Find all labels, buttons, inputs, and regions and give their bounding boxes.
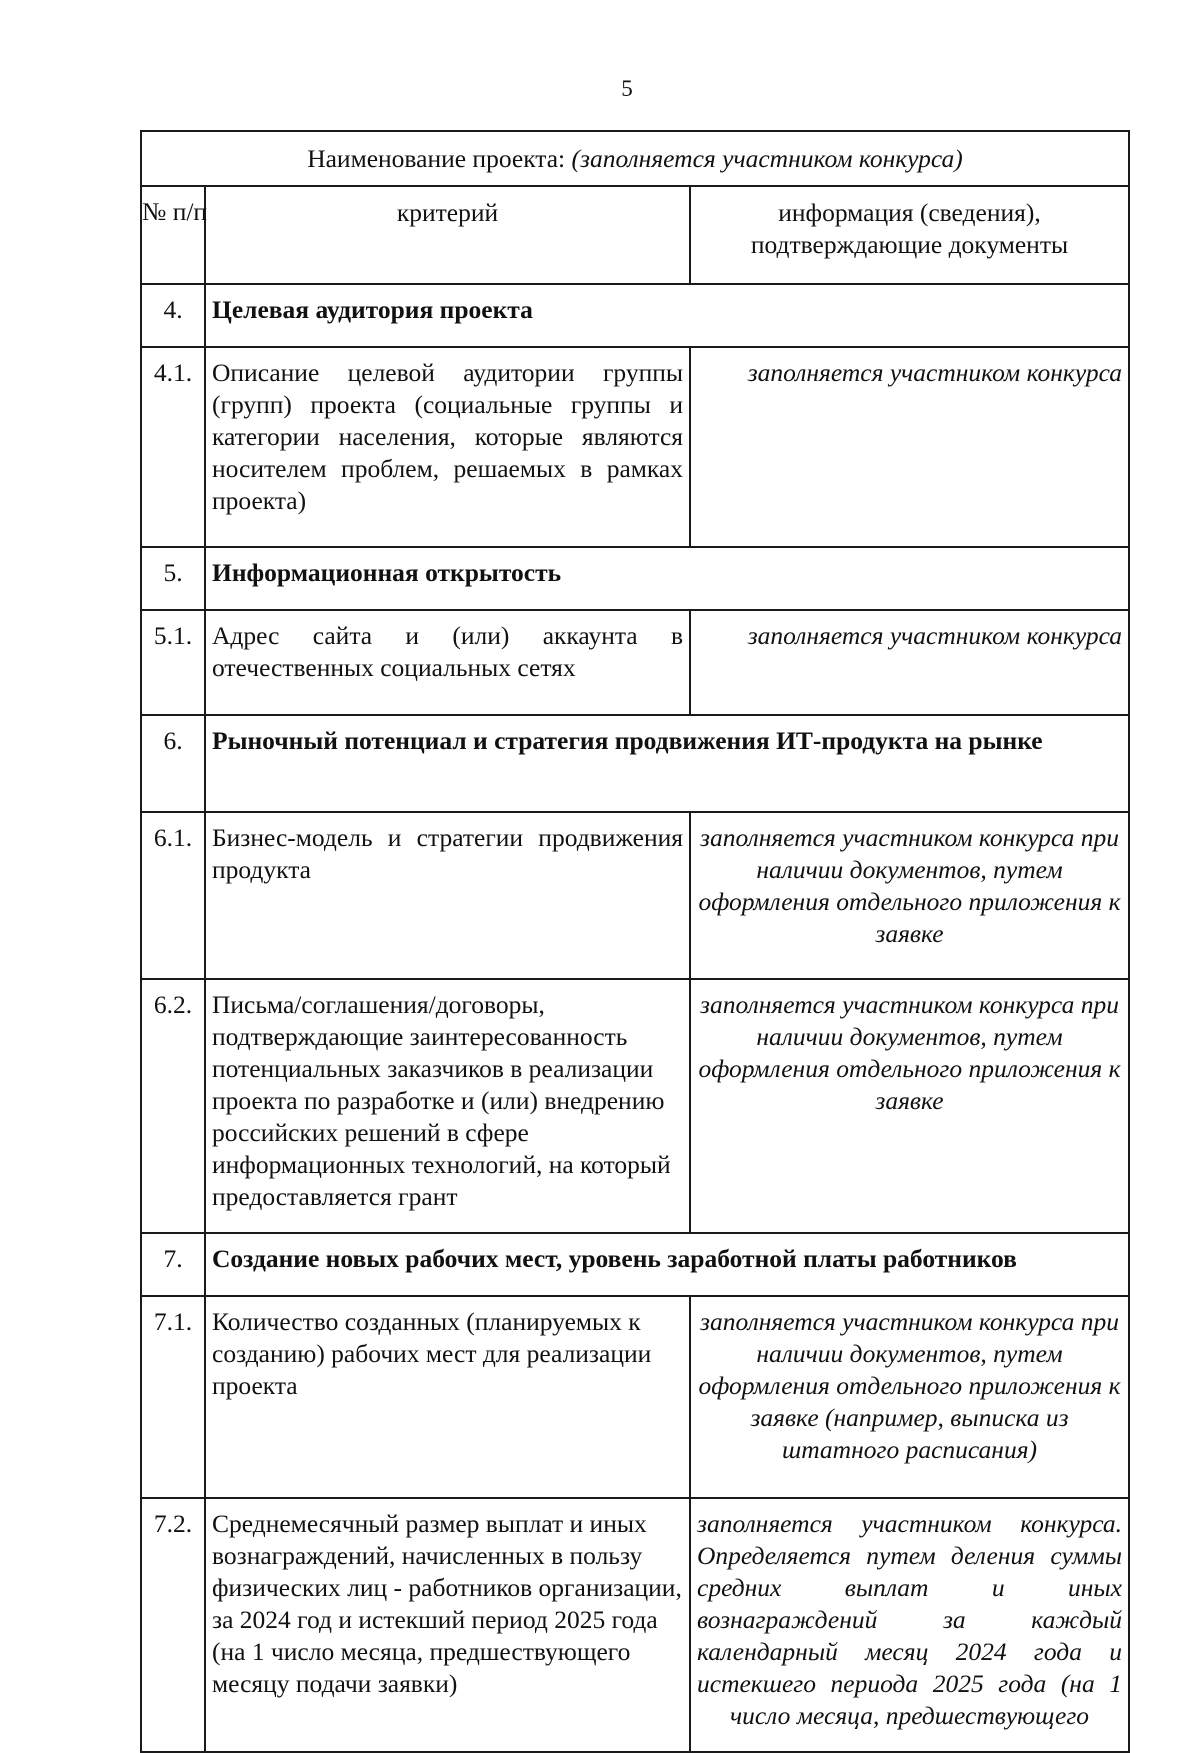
table-row <box>141 347 1129 547</box>
project-name-note: (заполняется участником конкурса) <box>571 143 963 173</box>
table-title-row <box>141 131 1129 186</box>
row-number: 7.2. <box>141 1498 205 1752</box>
section-row <box>141 547 1129 610</box>
table-row <box>141 979 1129 1233</box>
row-number: 4. <box>141 284 205 347</box>
criterion-cell: Среднемесячный размер выплат и иных вознаграждений, начисленных в пользу физических лиц - работников организации, за 2024 год и истекший период 2025 года (на 1 число месяца, предшествующего месяцу подачи заявки) <box>205 1498 690 1752</box>
project-name-label: Наименование проекта: <box>307 143 572 173</box>
table-row <box>141 1498 1129 1752</box>
row-number: 6.2. <box>141 979 205 1233</box>
row-number: 6. <box>141 715 205 812</box>
criterion-cell: Адрес сайта и (или) аккаунта в отечественных социальных сетях <box>205 610 690 715</box>
row-number: 6.1. <box>141 812 205 979</box>
row-number: 5. <box>141 547 205 610</box>
row-number: 4.1. <box>141 347 205 547</box>
info-cell: заполняется участником конкурса при наличии документов, путем оформления отдельного приложения к заявке <box>690 812 1129 979</box>
header-info: информация (сведения), подтверждающие документы <box>690 186 1129 284</box>
project-name-cell <box>141 131 1129 186</box>
row-number: 7.1. <box>141 1296 205 1498</box>
info-cell: заполняется участником конкурса при наличии документов, путем оформления отдельного приложения к заявке <box>690 979 1129 1233</box>
info-cell: заполняется участником конкурса. Определяется путем деления суммы средних выплат и иных вознаграждений за каждый календарный месяц 2024 года и истекшего периода 2025 года (на 1 число месяца, предшествующего <box>690 1498 1129 1752</box>
header-criterion: критерий <box>205 186 690 284</box>
section-title: Создание новых рабочих мест, уровень заработной платы работников <box>205 1233 1129 1296</box>
row-number: 7. <box>141 1233 205 1296</box>
table-row <box>141 1296 1129 1498</box>
section-row <box>141 715 1129 812</box>
criterion-cell: Описание целевой аудитории группы (групп) проекта (социальные группы и категории населения, которые являются носителем проблем, решаемых в рамках проекта) <box>205 347 690 547</box>
table-row <box>141 812 1129 979</box>
section-row <box>141 1233 1129 1296</box>
section-title: Рыночный потенциал и стратегия продвижения ИТ-продукта на рынке <box>205 715 1129 812</box>
criterion-cell: Письма/соглашения/договоры, подтверждающие заинтересованность потенциальных заказчиков в реализации проекта по разработке и (или) внедрению российских решений в сфере информационных технологий, на который предоставляется грант <box>205 979 690 1233</box>
table-row <box>141 610 1129 715</box>
table-header-row <box>141 186 1129 284</box>
info-cell: заполняется участником конкурса при наличии документов, путем оформления отдельного приложения к заявке (например, выписка из штатного расписания) <box>690 1296 1129 1498</box>
application-table <box>140 130 1130 1753</box>
section-title: Информационная открытость <box>205 547 1129 610</box>
page-number: 5 <box>621 76 633 101</box>
criterion-cell: Количество созданных (планируемых к созданию) рабочих мест для реализации проекта <box>205 1296 690 1498</box>
section-title: Целевая аудитория проекта <box>205 284 1129 347</box>
row-number: 5.1. <box>141 610 205 715</box>
info-cell: заполняется участником конкурса <box>690 610 1129 715</box>
header-num: № п/п <box>141 186 205 284</box>
criterion-cell: Бизнес-модель и стратегии продвижения продукта <box>205 812 690 979</box>
info-cell: заполняется участником конкурса <box>690 347 1129 547</box>
section-row <box>141 284 1129 347</box>
